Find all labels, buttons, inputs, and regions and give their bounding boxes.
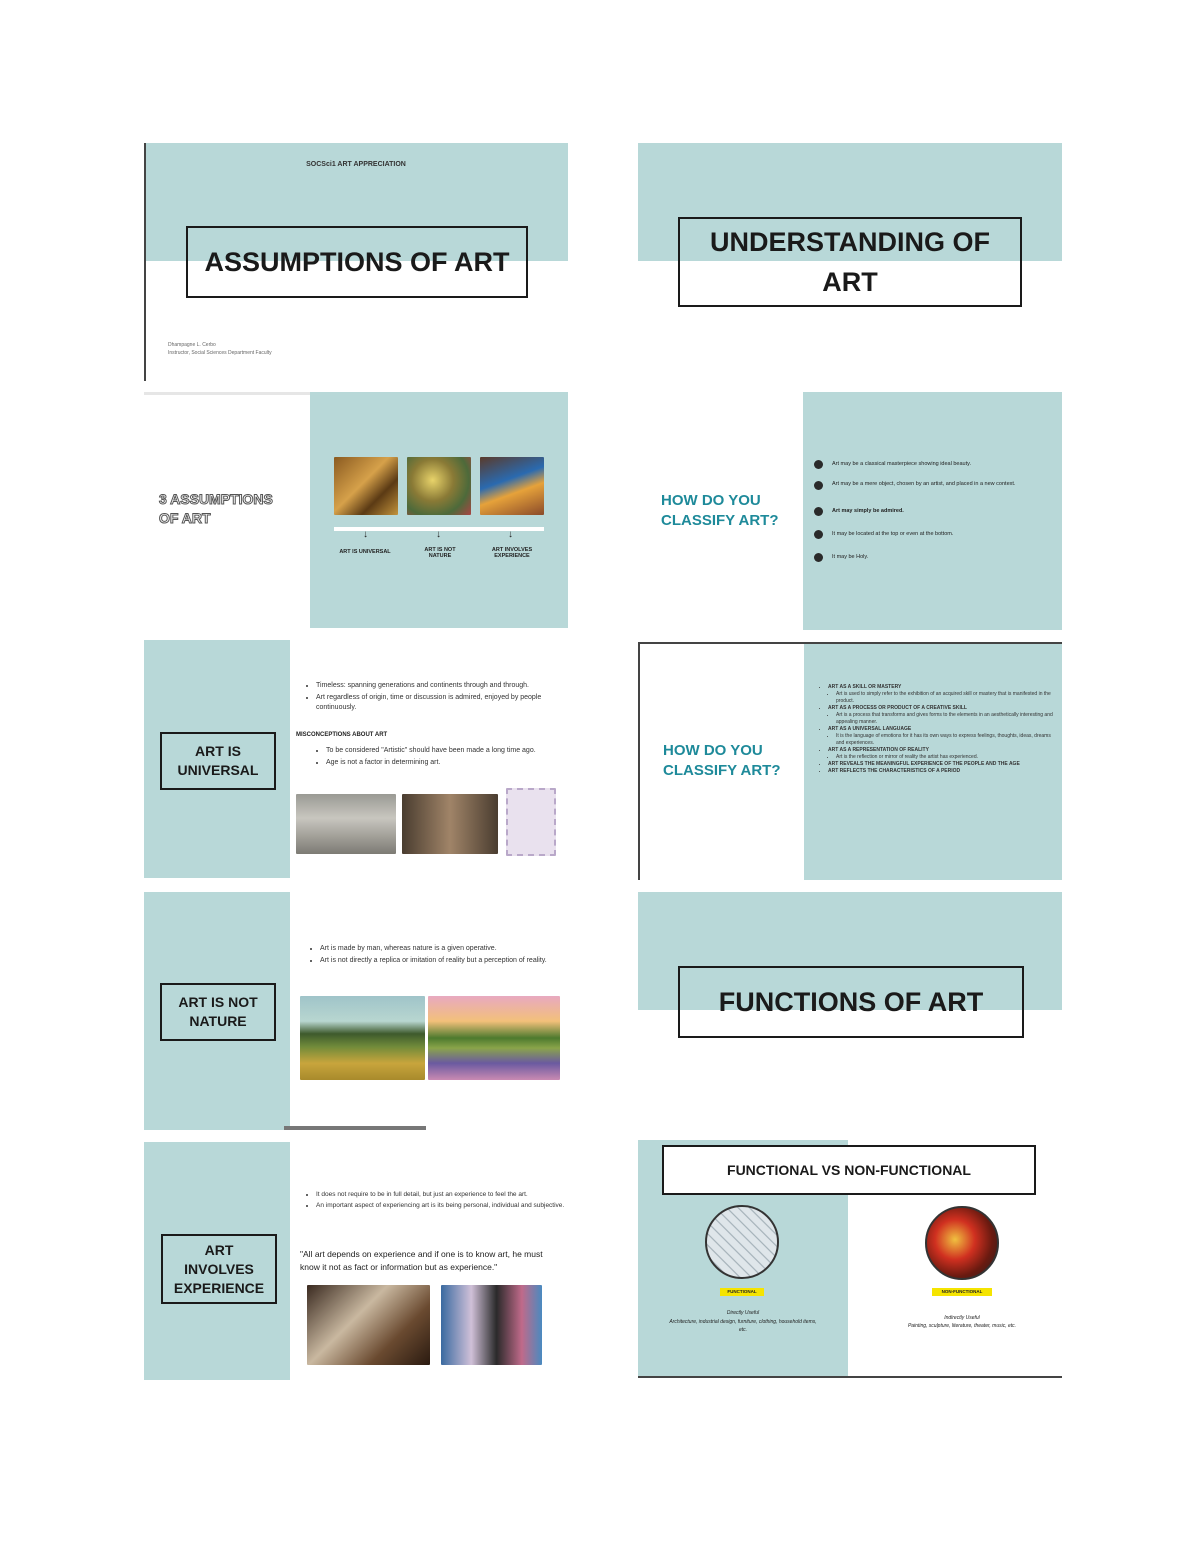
stamp-portrait-image — [506, 788, 556, 856]
experience-quote: "All art depends on experience and if one is to know art, he must know it not as fact or information but as experience." — [300, 1249, 543, 1272]
artist-painting-photo — [441, 1285, 542, 1365]
title-line-2: UNIVERSAL — [177, 762, 259, 778]
functional-tag: FUNCTIONAL — [720, 1288, 764, 1296]
slide-title: ASSUMPTIONS OF ART — [186, 226, 528, 298]
bullet-item: • ART REFLECTS THE CHARACTERISTICS OF A PERIOD — [828, 768, 1060, 775]
caption-not-nature: ART IS NOT NATURE — [424, 547, 456, 559]
slide-title: FUNCTIONS OF ART — [678, 966, 1024, 1038]
classify-detail-list — [816, 684, 1060, 775]
slide-top-border — [144, 392, 310, 395]
bullet-item: • Art regardless of origin, time or discussion is admired, enjoyed by people continuously. — [316, 693, 544, 713]
slide-how-classify-art-1 — [638, 392, 1062, 630]
course-label: SOCSci1 ART APPRECIATION — [306, 161, 406, 168]
experience-bullets — [304, 1190, 568, 1212]
slide-art-involves-experience — [144, 1142, 568, 1380]
misconceptions-heading: MISCONCEPTIONS ABOUT ART — [296, 732, 388, 738]
title-line-2: ART — [822, 267, 878, 297]
classify-item: Art may simply be admired. — [832, 508, 904, 514]
title-line-2: OF ART — [159, 510, 211, 526]
bullet-item: • ART AS A REPRESENTATION OF REALITY — [828, 747, 1060, 754]
slide-bottom-border — [638, 1376, 1062, 1378]
slide-left-border — [144, 143, 146, 381]
title-line-1: 3 ASSUMPTIONS — [159, 491, 273, 507]
bullet-item: • Art is the reflection or mirror of reality the artist has experienced. — [836, 754, 1060, 761]
bullet-item: • Art is a process that transforms and gives forms to the elements in an aesthetically interesting and appealing manner. — [836, 712, 1060, 726]
bullet-item: • Age is not a factor in determining art. — [326, 758, 544, 768]
non-functional-image — [925, 1206, 999, 1280]
functional-image — [705, 1205, 779, 1279]
bullet-dot-icon — [814, 507, 823, 516]
bullet-item: • ART REVEALS THE MEANINGFUL EXPERIENCE OF THE PEOPLE AND THE AGE — [828, 761, 1060, 768]
bullet-item: • ART AS A UNIVERSAL LANGUAGE — [828, 726, 1060, 733]
slide-3-assumptions — [144, 392, 568, 630]
slide-title — [663, 741, 781, 781]
slide-understanding-of-art — [638, 143, 1062, 381]
non-functional-tag: NON-FUNCTIONAL — [932, 1288, 992, 1296]
title-line-1: ART IS NOT — [178, 994, 258, 1010]
title-line-1: UNDERSTANDING OF — [710, 227, 990, 257]
title-line-1: ART IS — [195, 743, 241, 759]
slide-art-is-universal — [144, 640, 568, 878]
slide-title — [160, 732, 276, 790]
title-line-1: HOW DO YOU — [661, 492, 761, 509]
bullet-item: • ART AS A PROCESS OR PRODUCT OF A CREATIVE SKILL — [828, 705, 1060, 712]
misconceptions-bullets — [314, 746, 544, 770]
slide-how-classify-art-2 — [638, 642, 1062, 880]
slide-title — [661, 491, 779, 531]
caption-universal: ART IS UNIVERSAL — [339, 549, 391, 555]
title-line-2: INVOLVES — [184, 1260, 254, 1277]
bullet-item: • Art is used to simply refer to the exhibition of an acquired skill or mastery that is manifested in the product. — [836, 691, 1060, 705]
non-functional-description: Painting, sculpture, literature, theater, music, etc. — [907, 1323, 1017, 1329]
classify-item: Art may be a classical masterpiece showing ideal beauty. — [832, 461, 971, 467]
bullet-dot-icon — [814, 530, 823, 539]
title-line-2: CLASSIFY ART? — [663, 762, 781, 779]
title-line-1: ART — [204, 1241, 234, 1258]
functional-subtitle: Directly Useful — [726, 1310, 760, 1316]
arrow-down-icon: ↓ — [363, 529, 368, 540]
bullet-item: • To be considered "Artistic" should have been made a long time ago. — [326, 746, 544, 756]
slide-title — [159, 490, 273, 528]
wheat-field-cypress-painting — [300, 996, 425, 1080]
bullet-item: • An important aspect of experiencing art is its being personal, individual and subjective. — [316, 1201, 568, 1210]
progress-scrollbar — [284, 1126, 426, 1130]
slide-functions-of-art — [638, 892, 1062, 1130]
slide-title — [160, 983, 276, 1041]
classify-item: Art may be a mere object, chosen by an artist, and placed in a new context. — [832, 481, 1016, 487]
slide-title — [678, 217, 1022, 307]
classify-item: It may be Holy. — [832, 554, 869, 560]
sculpture-statue-image — [402, 794, 498, 854]
sculpture-frieze-image — [296, 794, 396, 854]
bullet-dot-icon — [814, 553, 823, 562]
universal-bullets — [304, 681, 544, 715]
artwork-image-botanical — [407, 457, 471, 515]
title-line-3: EXPERIENCE — [173, 1279, 265, 1296]
arrow-down-icon: ↓ — [436, 529, 441, 540]
slide-title — [161, 1234, 277, 1304]
slide-art-is-not-nature — [144, 892, 568, 1130]
artwork-image-easel — [480, 457, 544, 515]
non-functional-subtitle: Indirectly Useful — [944, 1315, 980, 1321]
bullet-item: • Timeless: spanning generations and continents through and through. — [316, 681, 544, 691]
author-dept: Instructor, Social Sciences Department Faculty — [168, 350, 272, 356]
caption-experience: ART INVOLVES EXPERIENCE — [491, 547, 533, 559]
author-name: Dhampagne L. Cerbo — [168, 342, 216, 348]
painter-studio-photo — [307, 1285, 430, 1365]
slide-title: FUNCTIONAL VS NON-FUNCTIONAL — [662, 1145, 1036, 1195]
slide-functional-vs-nonfunctional — [638, 1140, 1062, 1378]
bullet-item: • Art is not directly a replica or imitation of reality but a perception of reality. — [320, 956, 548, 966]
slide-left-border — [638, 642, 640, 880]
title-line-1: HOW DO YOU — [663, 742, 763, 759]
title-line-2: NATURE — [189, 1013, 247, 1029]
functional-description: Architecture, industrial design, furniture, clothing, household items, etc. — [669, 1319, 817, 1333]
bullet-dot-icon — [814, 481, 823, 490]
artwork-image-surreal — [334, 457, 398, 515]
nature-bullets — [308, 944, 548, 968]
bullet-item: • Art is made by man, whereas nature is a given operative. — [320, 944, 548, 954]
bullet-item: • It is the language of emotions for it has its own ways to express feelings, thoughts, ideas, dreams and experiences. — [836, 733, 1060, 747]
classify-item: It may be located at the top or even at the bottom. — [832, 531, 954, 537]
bullet-dot-icon — [814, 460, 823, 469]
bullet-item: • ART AS A SKILL OR MASTERY — [828, 684, 1060, 691]
lake-landscape-painting — [428, 996, 560, 1080]
arrow-down-icon: ↓ — [508, 529, 513, 540]
slide-assumptions-of-art — [144, 143, 568, 381]
title-line-2: CLASSIFY ART? — [661, 512, 779, 529]
bullet-item: • It does not require to be in full detail, but just an experience to feel the art. — [316, 1190, 568, 1199]
